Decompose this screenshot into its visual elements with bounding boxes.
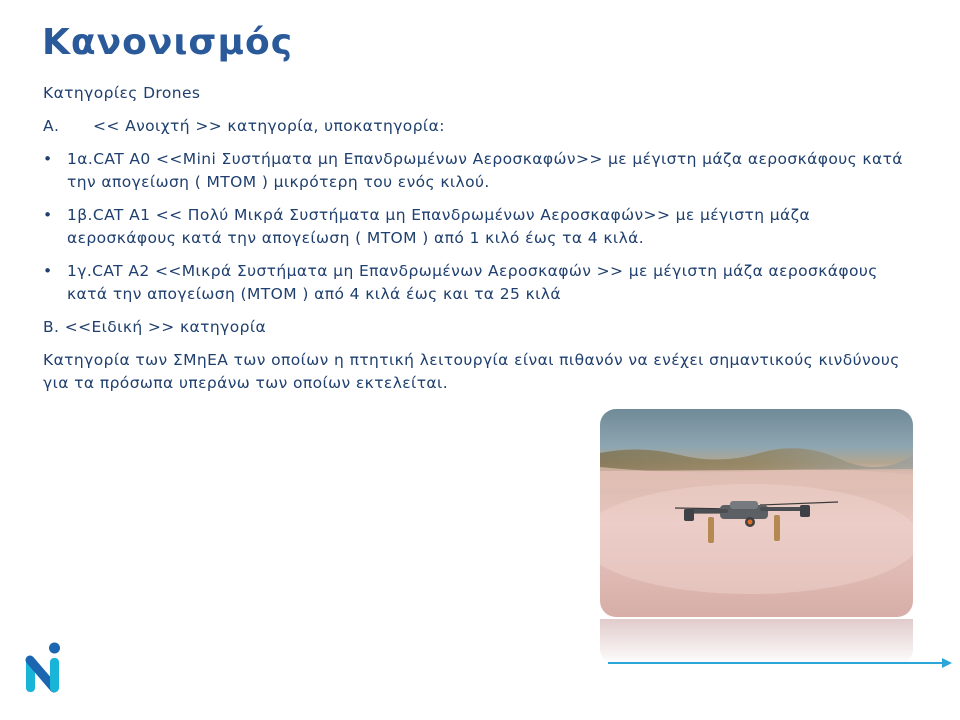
bullet-text: 1β.CAT A1 << Πολύ Μικρά Συστήματα μη Επανδρωμένων Αεροσκαφών>> με μέγιστη μάζα αεροσκάφους κατά την απογείωση ( MTOM ) από 1 κιλό έως τα 4 κιλά. (67, 206, 811, 247)
body-text (43, 82, 923, 405)
drone-photo (600, 409, 913, 617)
drone-photo-image (600, 409, 913, 617)
list-item (43, 148, 923, 194)
bullet-marker: • (43, 206, 53, 224)
bullet-marker: • (43, 150, 53, 168)
section-b-description: Κατηγορία των ΣΜηΕΑ των οποίων η πτητική λειτουργία είναι πιθανόν να ενέχει σημαντικούς κινδύνους για τα πρόσωπα υπεράνω των οποίων εκτελείται. (43, 351, 900, 392)
list-item (43, 260, 923, 306)
bullet-marker: • (43, 262, 53, 280)
section-b: Β. <<Ειδική >> κατηγορία (43, 318, 267, 336)
bullet-text: 1γ.CAT A2 <<Μικρά Συστήματα μη Επανδρωμένων Αεροσκαφών >> με μέγιστη μάζα αεροσκάφους κατά την απογείωση (MTOM ) από 4 κιλά έως και τα 25 κιλά (67, 262, 878, 303)
section-a-letter: Α. (43, 117, 60, 135)
section-a (43, 115, 923, 138)
page-title: Κανονισμός (42, 22, 294, 63)
n-logo-icon (24, 640, 68, 694)
section-a-text: << Ανοιχτή >> κατηγορία, υποκατηγορία: (93, 117, 445, 135)
intro-text: Κατηγορίες Drones (43, 84, 201, 102)
list-item (43, 204, 923, 250)
arrow-right-icon (608, 656, 952, 670)
bullet-text: 1α.CAT A0 <<Mini Συστήματα μη Επανδρωμένων Αεροσκαφών>> με μέγιστη μάζα αεροσκάφους κατά την απογείωση ( MTOM ) μικρότερη του ενός κιλού. (67, 150, 903, 191)
